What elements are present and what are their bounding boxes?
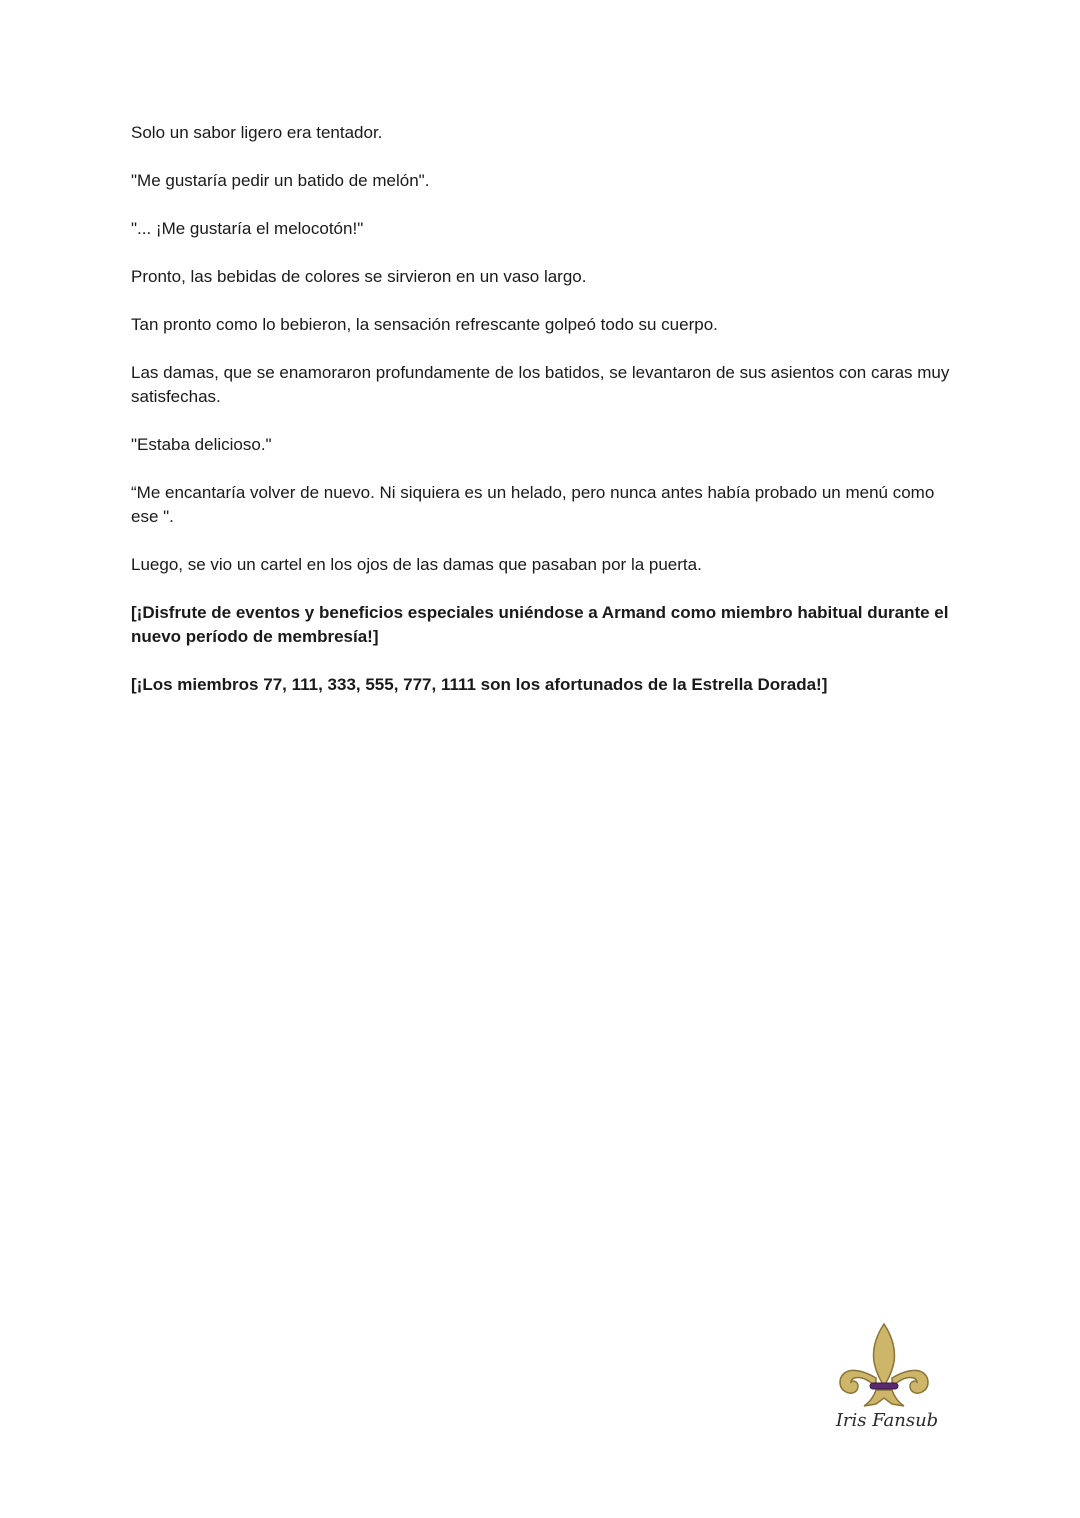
bold-notice: [¡Disfrute de eventos y beneficios especiales uniéndose a Armand como miembro habitual durante el nuevo período de membresía!] [131,603,949,646]
bold-notice: [¡Los miembros 77, 111, 333, 555, 777, 1111 son los afortunados de la Estrella Dorada!] [131,675,828,694]
fleur-de-lis-icon [836,1322,932,1408]
paragraph: Pronto, las bebidas de colores se sirvieron en un vaso largo. [131,267,587,286]
paragraph: Solo un sabor ligero era tentador. [131,123,383,142]
paragraph: "Me gustaría pedir un batido de melón". [131,171,430,190]
paragraph: “Me encantaría volver de nuevo. Ni siquiera es un helado, pero nunca antes había probado un menú como ese ". [131,483,935,526]
watermark-text: Iris Fansub [835,1410,939,1431]
paragraph: Tan pronto como lo bebieron, la sensación refrescante golpeó todo su cuerpo. [131,315,718,334]
paragraph: Luego, se vio un cartel en los ojos de las damas que pasaban por la puerta. [131,555,702,574]
paragraph: Las damas, que se enamoraron profundamente de los batidos, se levantaron de sus asientos con caras muy satisfechas. [131,363,950,406]
document-body [131,121,951,721]
paragraph: "... ¡Me gustaría el melocotón!" [131,219,364,238]
paragraph: "Estaba delicioso." [131,435,272,454]
watermark-logo [832,1322,942,1442]
